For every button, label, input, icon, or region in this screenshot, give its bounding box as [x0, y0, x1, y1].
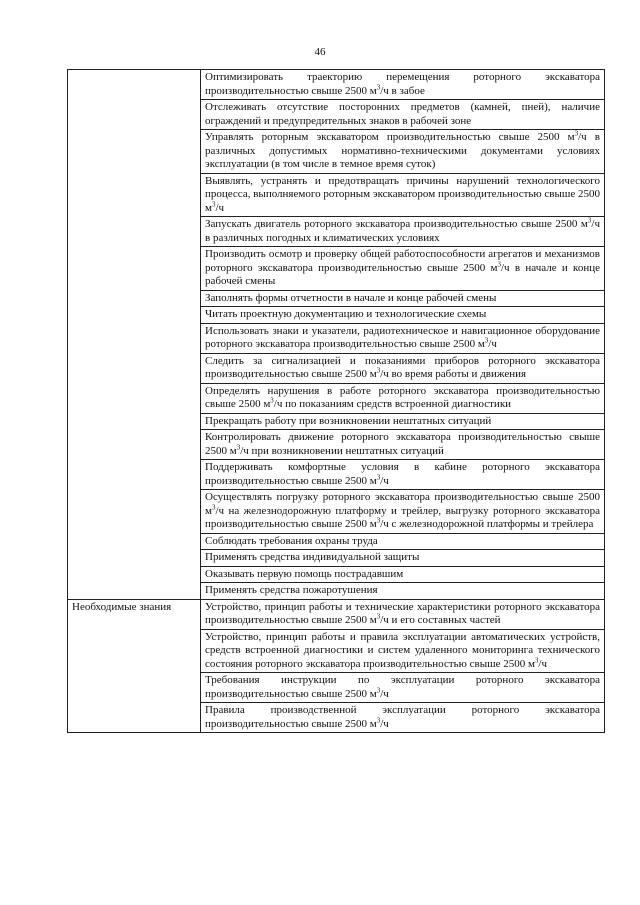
- table-cell: Читать проектную документацию и технологические схемы: [201, 307, 605, 324]
- table-cell: Использовать знаки и указатели, радиотехническое и навигационное оборудование роторного экскаватора производительностью свыше 2500 $м^3/ч$: [201, 323, 605, 353]
- knowledge-label: Необходимые знания: [68, 599, 201, 733]
- table-cell: Управлять роторным экскаватором производительностью свыше 2500 $м^3/ч$ в различных допустимых нормативно-техническими документами условиях эксплуатации (в том числе в темное время суток): [201, 130, 605, 174]
- table-cell: Следить за сигнализацией и показаниями приборов роторного экскаватора производительностью свыше 2500 $м^3/ч$ во время работы и движения: [201, 353, 605, 383]
- table-row: [68, 599, 605, 629]
- table-cell: Оказывать первую помощь пострадавшим: [201, 566, 605, 583]
- skills-label-cell: [68, 70, 201, 600]
- table-cell: Производить осмотр и проверку общей работоспособности агрегатов и механизмов роторного экскаватора производительностью свыше 2500 $м^3/ч$ в начале и конце рабочей смены: [201, 247, 605, 291]
- table-cell: Определять нарушения в работе роторного экскаватора производительностью свыше 2500 $м^3/ч$ по показаниям средств встроенной диагностики: [201, 383, 605, 413]
- table-cell: Устройство, принцип работы и технические характеристики роторного экскаватора производительностью свыше 2500 $м^3/ч$ и его составных частей: [201, 599, 605, 629]
- table-cell: Осуществлять погрузку роторного экскаватора производительностью свыше 2500 $м^3/ч$ на железнодорожную платформу и трейлер, выгрузку роторного экскаватора производительностью свыше 2500 $м^3/ч$ с железнодорожной платформы и трейлера: [201, 490, 605, 534]
- table-cell: Применять средства индивидуальной защиты: [201, 550, 605, 567]
- table-cell: Выявлять, устранять и предотвращать причины нарушений технологического процесса, выполняемого роторным экскаватором производительностью свыше 2500 $м^3/ч$: [201, 173, 605, 217]
- table-cell: Применять средства пожаротушения: [201, 583, 605, 600]
- page-number: 46: [314, 46, 326, 58]
- table-cell: Оптимизировать траекторию перемещения роторного экскаватора производительностью свыше 2500 $м^3/ч$ в забое: [201, 70, 605, 100]
- table-cell: Поддерживать комфортные условия в кабине роторного экскаватора производительностью свыше 2500 $м^3/ч$: [201, 460, 605, 490]
- table-cell: Прекращать работу при возникновении нештатных ситуаций: [201, 413, 605, 430]
- table-cell: Контролировать движение роторного экскаватора производительностью свыше 2500 $м^3/ч$ при возникновении нештатных ситуаций: [201, 430, 605, 460]
- table-cell: Правила производственной эксплуатации роторного экскаватора производительностью свыше 2500 $м^3/ч$: [201, 703, 605, 733]
- table-cell: Заполнять формы отчетности в начале и конце рабочей смены: [201, 290, 605, 307]
- table-row: [68, 70, 605, 100]
- table-cell: Запускать двигатель роторного экскаватора производительностью свыше 2500 $м^3/ч$ в различных погодных и климатических условиях: [201, 217, 605, 247]
- table-cell: Соблюдать требования охраны труда: [201, 533, 605, 550]
- requirements-table: [67, 69, 605, 733]
- table-cell: Отслеживать отсутствие посторонних предметов (камней, пней), наличие ограждений и предупредительных знаков в рабочей зоне: [201, 100, 605, 130]
- table-cell: Устройство, принцип работы и правила эксплуатации автоматических устройств, средств встроенной диагностики и систем удаленного мониторинга технического состояния роторного экскаватора производительностью свыше 2500 $м^3/ч$: [201, 629, 605, 673]
- table-cell: Требования инструкции по эксплуатации роторного экскаватора производительностью свыше 2500 $м^3/ч$: [201, 673, 605, 703]
